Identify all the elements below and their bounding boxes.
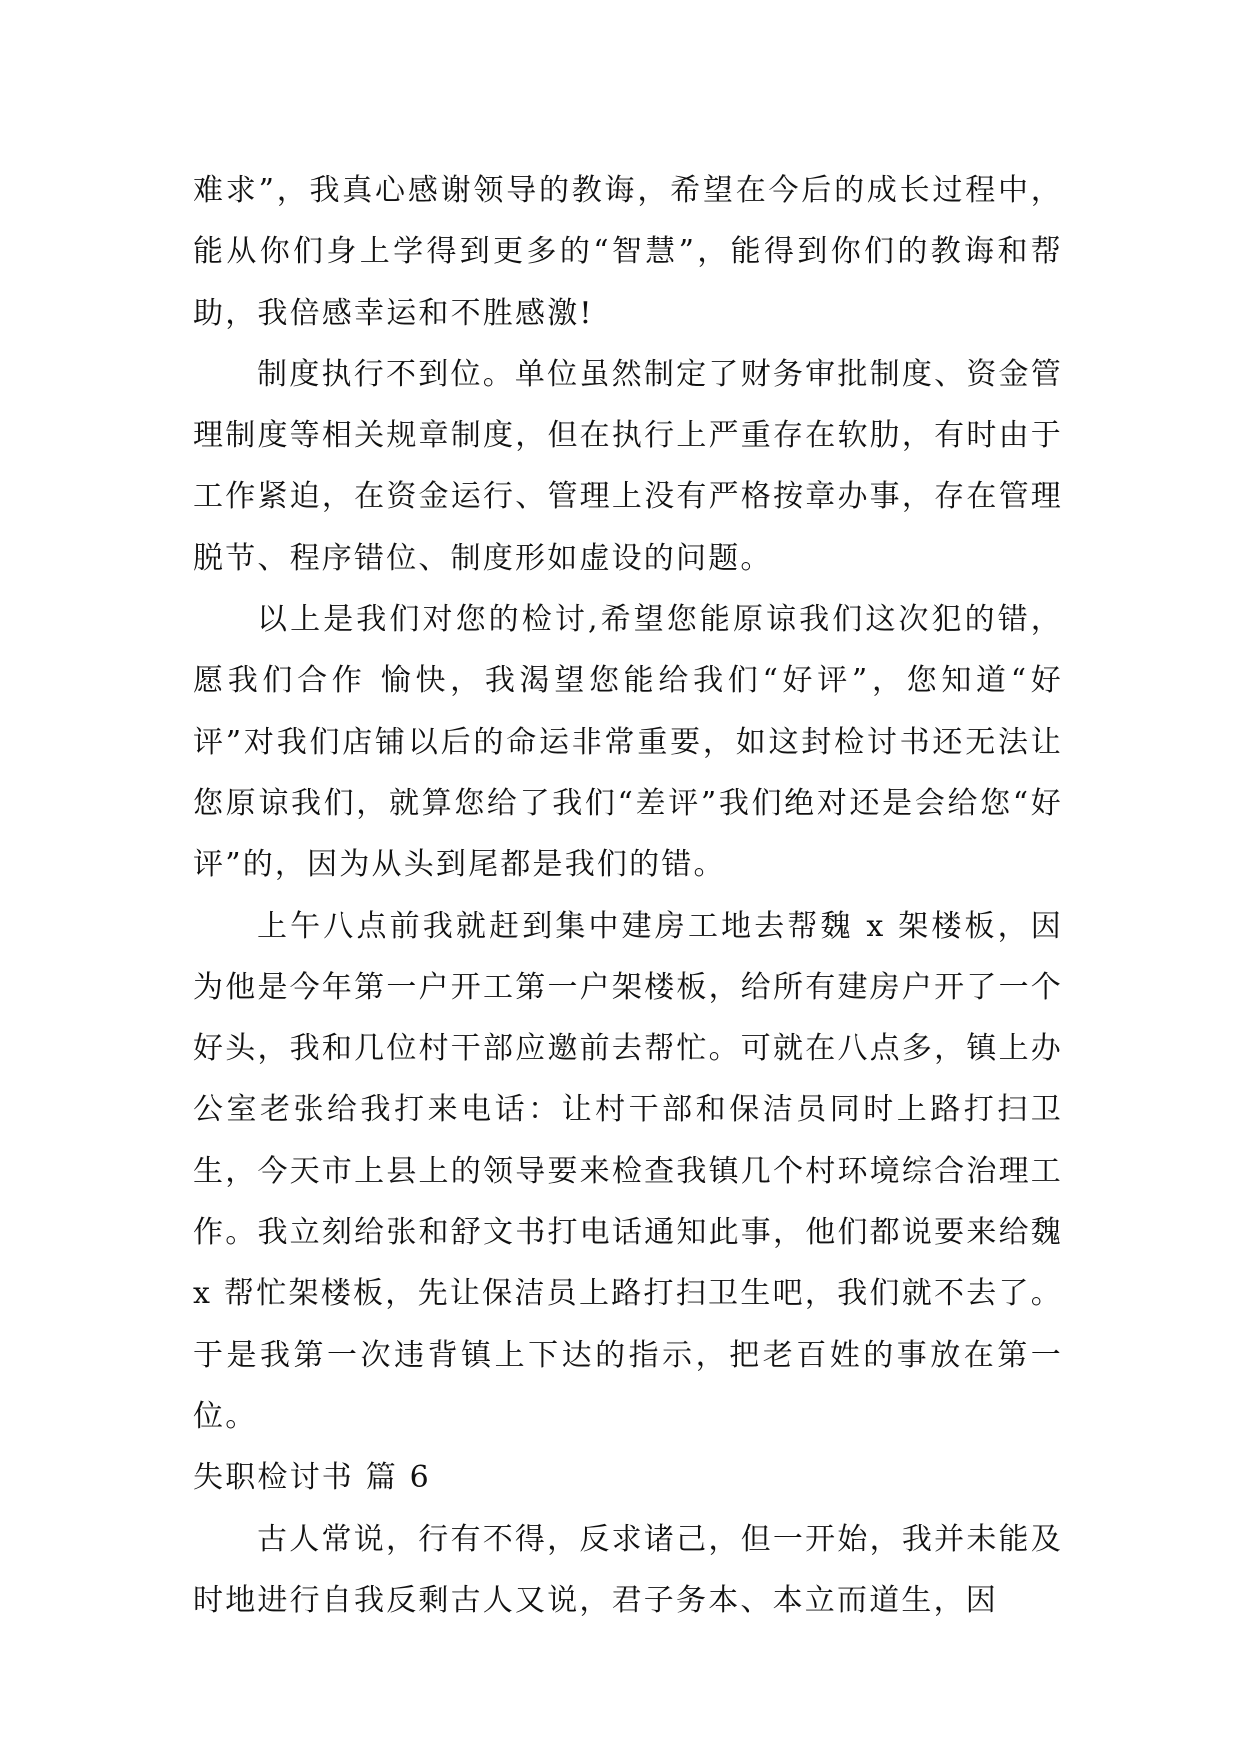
- paragraph-apology-review: 以上是我们对您的检讨,希望您能原谅我们这次犯的错，愿我们合作 愉快，我渴望您能给我们“好评”，您知道“好评”对我们店铺以后的命运非常重要，如这封检讨书还无法让您原谅我们，就算您给了我们“差评”我们绝对还是会给您“好评”的，因为从头到尾都是我们的错。: [193, 602, 1063, 883]
- document-body: [193, 160, 1063, 1631]
- paragraph-morning-event: 上午八点前我就赶到集中建房工地去帮魏 x 架楼板，因为他是今年第一户开工第一户架楼板，给所有建房户开了一个好头，我和几位村干部应邀前去帮忙。可就在八点多，镇上办公室老张给我打来电话：让村干部和保洁员同时上路打扫卫生，今天市上县上的领导要来检查我镇几个村环境综合治理工作。我立刻给张和舒文书打电话通知此事，他们都说要来给魏 x 帮忙架楼板，先让保洁员上路打扫卫生吧，我们就不去了。于是我第一次违背镇上下达的指示，把老百姓的事放在第一位。: [193, 908, 1063, 1434]
- paragraph-system-execution: 制度执行不到位。单位虽然制定了财务审批制度、资金管理制度等相关规章制度，但在执行上严重存在软肋，有时由于工作紧迫，在资金运行、管理上没有严格按章办事，存在管理脱节、程序错位、制度形如虚设的问题。: [193, 356, 1063, 576]
- paragraph-continuation: 难求”，我真心感谢领导的教诲，希望在今后的成长过程中，能从你们身上学得到更多的“智慧”，能得到你们的教诲和帮助，我倍感幸运和不胜感激!: [193, 173, 1063, 331]
- section-heading: 失职检讨书 篇 6: [193, 1460, 431, 1496]
- paragraph-ancient-saying: 古人常说，行有不得，反求诸己，但一开始，我并未能及时地进行自我反剩古人又说，君子务本、本立而道生，因: [193, 1521, 1063, 1618]
